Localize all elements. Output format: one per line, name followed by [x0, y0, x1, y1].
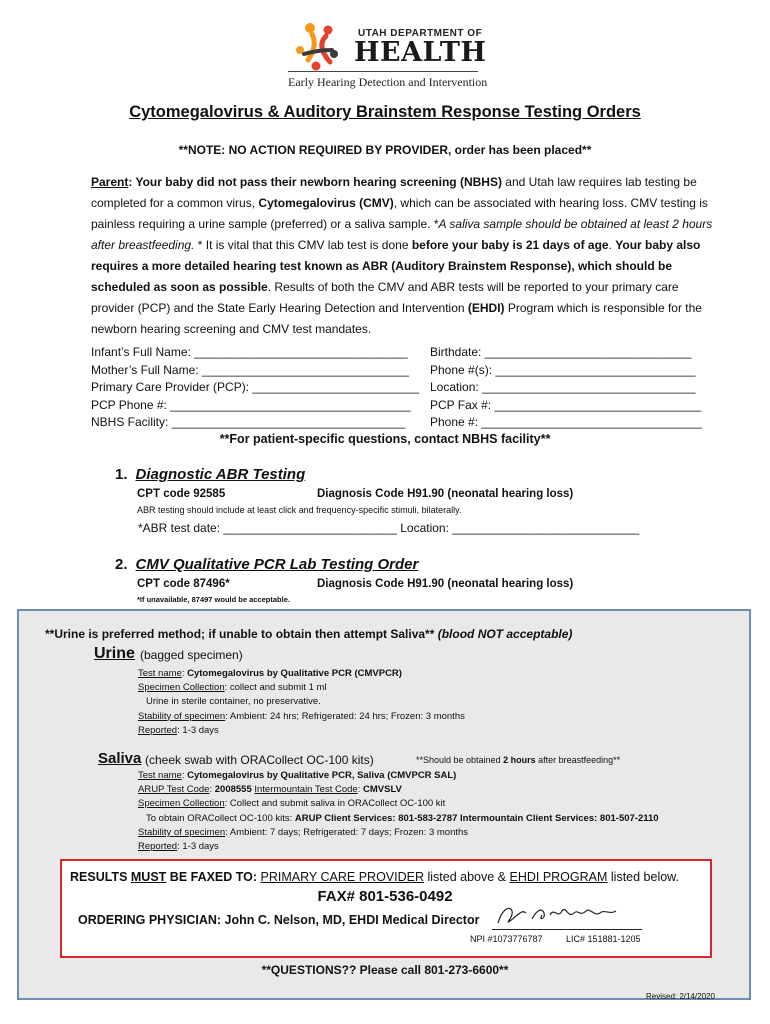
- org-subtitle: Early Hearing Detection and Intervention: [288, 75, 488, 89]
- section1-note: ABR testing should include at least click and frequency-specific stimuli, bilaterally.: [137, 505, 462, 515]
- section2-diagnosis: Diagnosis Code H91.90 (neonatal hearing loss): [317, 578, 574, 590]
- logo-divider: [288, 71, 478, 72]
- section1-diagnosis: Diagnosis Code H91.90 (neonatal hearing loss): [317, 488, 574, 500]
- section2-heading: 2. CMV Qualitative PCR Lab Testing Order: [115, 556, 419, 573]
- urine-details: Test name: Cytomegalovirus by Qualitative PCR (CMVPCR) Specimen Collection: collect and submit 1 ml Urine in sterile container, no preservative. Stability of specimen: Ambient: 24 hrs; Refrigerated: 24 hrs; Frozen: 3 months Reported: 1-3 days: [138, 668, 465, 736]
- questions-contact: **QUESTIONS?? Please call 801-273-6600**: [261, 963, 509, 977]
- npi-number: NPI #1073776787: [470, 934, 543, 944]
- infant-name-field[interactable]: Infant’s Full Name: ________________________________: [91, 345, 408, 359]
- section2-cpt: CPT code 87496*: [137, 578, 230, 590]
- mother-name-field[interactable]: Mother’s Full Name: _______________________________: [91, 362, 409, 377]
- urine-heading: Urine: [94, 645, 135, 662]
- results-fax-instruction: RESULTS MUST BE FAXED TO: PRIMARY CARE PROVIDER listed above & EHDI PROGRAM listed below.: [70, 870, 679, 884]
- no-action-note: **NOTE: NO ACTION REQUIRED BY PROVIDER, order has been placed**: [178, 143, 592, 157]
- patient-fields-right: [430, 344, 702, 432]
- location-field[interactable]: Location: ________________________________: [430, 380, 696, 394]
- utah-health-logo-icon: [288, 20, 348, 76]
- nbhs-facility-field[interactable]: NBHS Facility: ___________________________________: [91, 415, 406, 429]
- parent-paragraph: Parent: Your baby did not pass their newborn hearing screening (NBHS) and Utah law requires lab testing be completed for a common virus, Cytomegalovirus (CMV), which can be associated with hearing loss. CMV testing is painless requiring a urine sample (preferred) or a saliva sample. *A saliva sample should be obtained at least 2 hours after breastfeeding. * It is vital that this CMV lab test is done before your baby is 21 days of age. Your baby also requires a more detailed hearing test known as ABR (Auditory Brainstem Response), which should be scheduled as soon as possible. Results of both the CMV and ABR tests will be reported to your primary care provider (PCP) and the State Early Hearing Detection and Intervention (EHDI) Program which is responsible for the newborn hearing screening and CMV test mandates.: [91, 175, 713, 336]
- facility-phone-field[interactable]: Phone #: _________________________________: [430, 415, 702, 429]
- signature-line: [492, 929, 642, 930]
- contact-note: **For patient-specific questions, contact NBHS facility**: [219, 432, 551, 446]
- section1-cpt: CPT code 92585: [137, 488, 226, 500]
- pcp-field[interactable]: Primary Care Provider (PCP): _________________________: [91, 380, 420, 394]
- revised-date: Revised: 2/14/2020: [646, 992, 715, 1001]
- fax-number: FAX# 801-536-0492: [317, 888, 453, 905]
- saliva-heading: Saliva: [98, 750, 142, 767]
- urine-subheading: (bagged specimen): [140, 648, 243, 662]
- pcp-phone-field[interactable]: PCP Phone #: ____________________________________: [91, 397, 411, 412]
- license-number: LIC# 151881-1205: [566, 934, 641, 944]
- page-title: Cytomegalovirus & Auditory Brainstem Response Testing Orders: [129, 103, 641, 121]
- specimen-preference: **Urine is preferred method; if unable to obtain then attempt Saliva** (blood NOT acceptable): [45, 627, 573, 641]
- org-name-line2: HEALTH: [354, 37, 487, 68]
- ordering-physician: ORDERING PHYSICIAN: John C. Nelson, MD, EHDI Medical Director: [78, 913, 480, 927]
- saliva-subheading: (cheek swab with ORACollect OC-100 kits): [145, 753, 374, 767]
- phone-field[interactable]: Phone #(s): ______________________________: [430, 362, 696, 377]
- patient-fields-left: [91, 344, 419, 432]
- abr-date-location-field[interactable]: *ABR test date: __________________________ Location: ____________________________: [138, 521, 640, 535]
- org-name-line1: UTAH DEPARTMENT OF: [358, 28, 483, 39]
- saliva-details: Test name: Cytomegalovirus by Qualitative PCR, Saliva (CMVPCR SAL) ARUP Test Code: 2008555 Intermountain Test Code: CMVSLV Specimen Collection: Collect and submit saliva in ORACollect OC-100 kit To obtain ORACollect OC-100 kits: ARUP Client Services: 801-583-2787 Intermountain Client Services: 801-507-2110 Stability of specimen: Ambient: 7 days; Refrigerated: 7 days; Frozen: 3 months Reported: 1-3 days: [138, 770, 659, 853]
- saliva-timing-note: **Should be obtained 2 hours after breastfeeding**: [416, 755, 621, 765]
- birthdate-field[interactable]: Birthdate: _______________________________: [430, 345, 692, 359]
- parent-label: Parent: [91, 175, 129, 189]
- physician-signature-icon: [492, 901, 632, 929]
- section1-heading: 1. Diagnostic ABR Testing: [115, 466, 306, 483]
- pcp-fax-field[interactable]: PCP Fax #: _______________________________: [430, 397, 702, 412]
- section2-note: *If unavailable, 87497 would be acceptable.: [137, 595, 290, 604]
